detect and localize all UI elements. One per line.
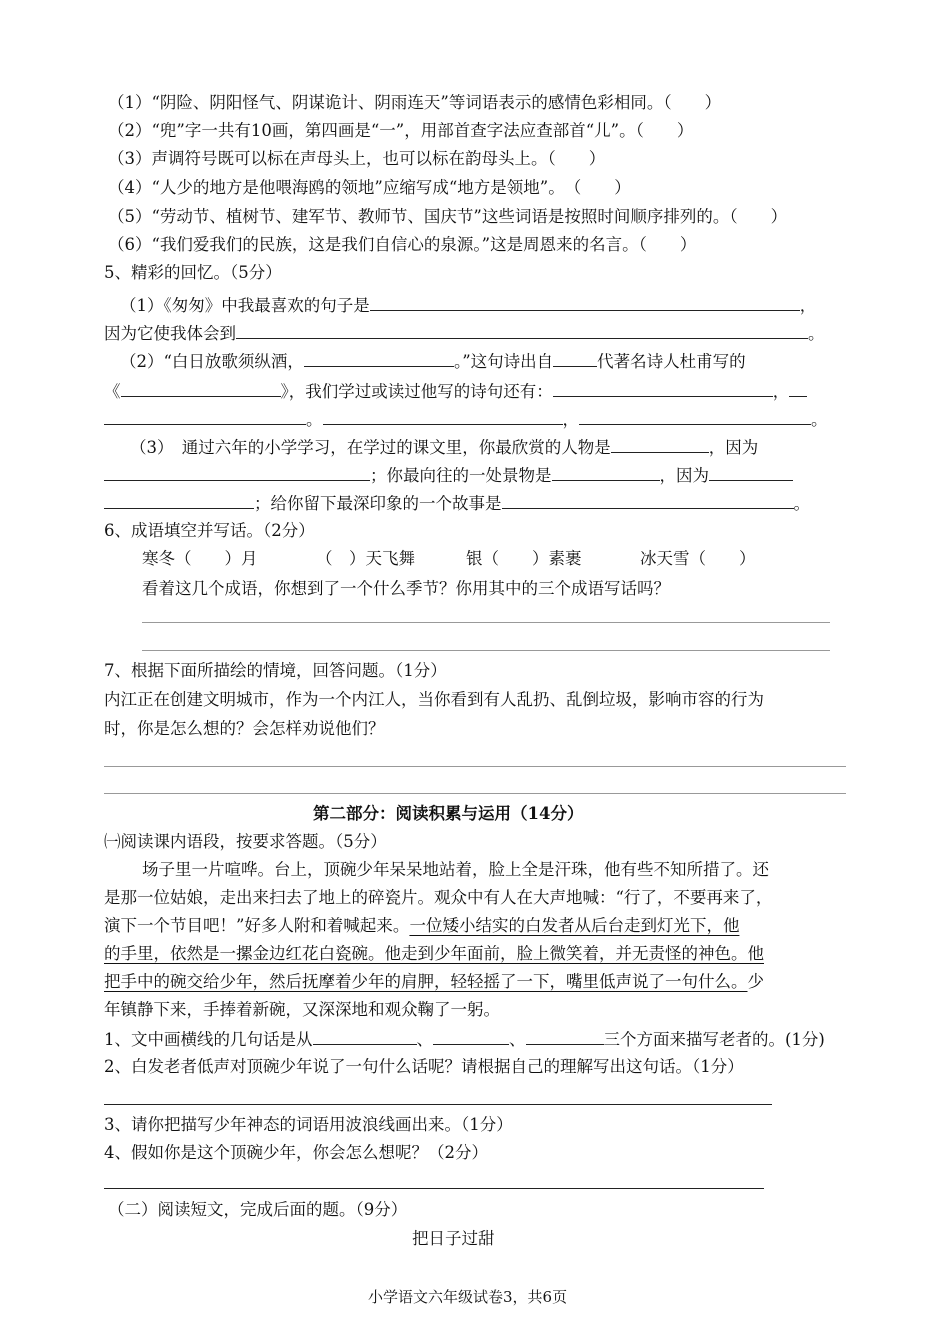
q5-l5-comma: ， xyxy=(562,410,579,429)
blank-aspect-2[interactable] xyxy=(433,1028,509,1045)
reading-q1-tail: 三个方面来描写老者的。(1分) xyxy=(603,1030,825,1049)
blank-understanding[interactable] xyxy=(236,322,808,339)
blank-aspect-3[interactable] xyxy=(526,1028,604,1045)
blank-verse-1[interactable] xyxy=(553,380,773,397)
judge-item-6: （6）“我们爱我们的民族，这是我们自信心的泉源。”这是周恩来的名言。（ ） xyxy=(108,235,697,254)
blank-person[interactable] xyxy=(611,436,709,453)
q6-answer-line-1[interactable] xyxy=(142,622,830,623)
q6-idiom-3: 银（ ）素裹 xyxy=(466,549,582,568)
q7-answer-line-1[interactable] xyxy=(104,766,846,767)
q6-idiom-1: 寒冬（ ）月 xyxy=(142,549,258,568)
passage-line-2: 是那一位姑娘，走出来扫去了地上的碎瓷片。观众中有人在大声地喊：“行了，不要再来了， xyxy=(104,888,773,907)
q6-prompt: 看着这几个成语，你想到了一个什么季节？你用其中的三个成语写话吗？ xyxy=(142,579,670,598)
judge-item-3: （3）声调符号既可以标在声母头上，也可以标在韵母头上。（ ） xyxy=(108,149,606,168)
blank-scenery-reason-a[interactable] xyxy=(709,464,793,481)
q5-line-4 xyxy=(104,380,807,403)
q5-l6b: ，因为 xyxy=(708,438,759,457)
blank-verse-3[interactable] xyxy=(323,408,563,425)
q5-line-5 xyxy=(104,408,828,431)
q6-title: 6、成语填空并写话。（2分） xyxy=(104,521,315,540)
page-footer: 小学语文六年级试卷3，共6页 xyxy=(368,1288,568,1306)
reading-q1 xyxy=(104,1028,825,1051)
q5-line-8 xyxy=(104,492,810,515)
q5-l1-comma: ， xyxy=(799,296,817,315)
q5-l3b: 。”这句诗出自 xyxy=(453,352,554,371)
q6-idiom-4: 冰天雪（ ） xyxy=(640,549,756,568)
blank-verse-2b[interactable] xyxy=(104,408,306,425)
q5-l4a: 《 xyxy=(104,382,121,401)
reading-q2: 2、白发老者低声对顶碗少年说了一句什么话呢？请根据自己的理解写出这句话。（1分） xyxy=(104,1057,744,1076)
q5-l8-period: 。 xyxy=(793,494,810,513)
judge-item-5: （5）“劳动节、植树节、建军节、教师节、国庆节”这些词语是按照时间顺序排列的。（ ） xyxy=(108,207,788,226)
reading-q1-sep1: 、 xyxy=(416,1030,433,1049)
q5-l3a: （2）“白日放歌须纵酒， xyxy=(120,352,304,371)
q6-answer-line-2[interactable] xyxy=(142,650,830,651)
judge-item-2: （2）“兜”字一共有10画，第四画是“一”，用部首查字法应查部首“儿”。（ ） xyxy=(108,121,694,140)
passage-line-5 xyxy=(104,971,764,993)
q5-l4-comma: ， xyxy=(772,382,790,401)
blank-aspect-1[interactable] xyxy=(313,1028,417,1045)
q5-l5-period2: 。 xyxy=(811,410,828,429)
passage-line-6: 年镇静下来，手捧着新碗，又深深地和观众鞠了一躬。 xyxy=(104,1000,500,1019)
reading-q1-sep2: 、 xyxy=(509,1030,526,1049)
blank-story[interactable] xyxy=(502,492,794,509)
q5-l2-period: 。 xyxy=(808,324,825,343)
q5-l2-text: 因为它使我体会到 xyxy=(104,324,236,343)
reading-q4-answer-line[interactable] xyxy=(104,1188,764,1189)
q5-l4b: 》，我们学过或读过他写的诗句还有： xyxy=(280,382,553,401)
q5-l5-period1: 。 xyxy=(306,410,323,429)
passage-line-3b: 一位矮小结实的白发者从后台走到灯光下，他 xyxy=(409,916,740,935)
q6-idiom-2: （ ）天飞舞 xyxy=(316,549,415,568)
q5-line-2 xyxy=(104,322,825,345)
reading-q4: 4、假如你是这个顶碗少年，你会怎么想呢？（2分） xyxy=(104,1143,488,1162)
blank-poem-line[interactable] xyxy=(304,350,454,367)
passage-line-5a: 把手中的碗交给少年，然后抚摩着少年的肩胛，轻轻摇了一下，嘴里低声说了一句什么。 xyxy=(104,972,748,991)
q5-line-7 xyxy=(104,464,793,487)
passage-line-3 xyxy=(104,915,739,937)
q5-line-3 xyxy=(120,350,746,373)
passage-line-5b: 少 xyxy=(747,972,764,991)
q7-title: 7、根据下面所描绘的情境，回答问题。（1分） xyxy=(104,661,447,680)
blank-scenery-reason-b[interactable] xyxy=(104,492,254,509)
reading-q1-text: 1、文中画横线的几句话是从 xyxy=(104,1030,313,1049)
judge-item-1: （1）“阴险、阴阳怪气、阴谋诡计、阴雨连天”等词语表示的感情色彩相同。（ ） xyxy=(108,93,722,112)
q5-l1-text: （1）《匆匆》中我最喜欢的句子是 xyxy=(120,296,370,315)
article-title: 把日子过甜 xyxy=(412,1229,495,1248)
q5-line-6 xyxy=(130,436,758,459)
passage-line-4: 的手里，依然是一摞金边红花白瓷碗。他走到少年面前，脸上微笑着，并无责怪的神色。他 xyxy=(104,944,764,963)
q5-l7a: ；你最向往的一处景物是 xyxy=(370,466,552,485)
q5-l3c: 代著名诗人杜甫写的 xyxy=(597,352,746,371)
q5-title: 5、精彩的回忆。（5分） xyxy=(104,263,282,282)
blank-verse-4[interactable] xyxy=(579,408,811,425)
blank-verse-2a[interactable] xyxy=(789,380,807,397)
reading-q3: 3、请你把描写少年神态的词语用波浪线画出来。（1分） xyxy=(104,1115,513,1134)
blank-scenery[interactable] xyxy=(552,464,660,481)
blank-person-reason[interactable] xyxy=(104,464,370,481)
part2-heading: 第二部分：阅读积累与运用（14分） xyxy=(313,804,584,823)
passage-line-3a: 演下一个节目吧！”好多人附和着喊起来。 xyxy=(104,916,410,935)
reading-q2-answer-line[interactable] xyxy=(104,1104,772,1105)
blank-favorite-sentence[interactable] xyxy=(370,294,800,311)
q5-l7b: ，因为 xyxy=(659,466,709,485)
q5-l6a: （3） 通过六年的小学学习，在学过的课文里，你最欣赏的人物是 xyxy=(130,438,611,457)
q7-text-1: 内江正在创建文明城市，作为一个内江人，当你看到有人乱扔、乱倒垃圾，影响市容的行为 xyxy=(104,690,764,709)
passage-line-1: 场子里一片喧哗。台上，顶碗少年呆呆地站着，脸上全是汗珠，他有些不知所措了。还 xyxy=(142,860,769,879)
q5-line-1 xyxy=(120,294,816,317)
q5-l8: ；给你留下最深印象的一个故事是 xyxy=(254,494,502,513)
part2-sub1: ㈠阅读课内语段，按要求答题。（5分） xyxy=(104,832,387,851)
blank-dynasty[interactable] xyxy=(553,350,597,367)
judge-item-4: （4）“人少的地方是他喂海鸥的领地”应缩写成“地方是领地”。 （ ） xyxy=(108,178,631,197)
blank-poem-title[interactable] xyxy=(121,380,281,397)
q7-text-2: 时，你是怎么想的？会怎样劝说他们？ xyxy=(104,719,385,738)
q7-answer-line-2[interactable] xyxy=(104,793,846,794)
part2-sub2: （二）阅读短文，完成后面的题。（9分） xyxy=(108,1200,408,1219)
